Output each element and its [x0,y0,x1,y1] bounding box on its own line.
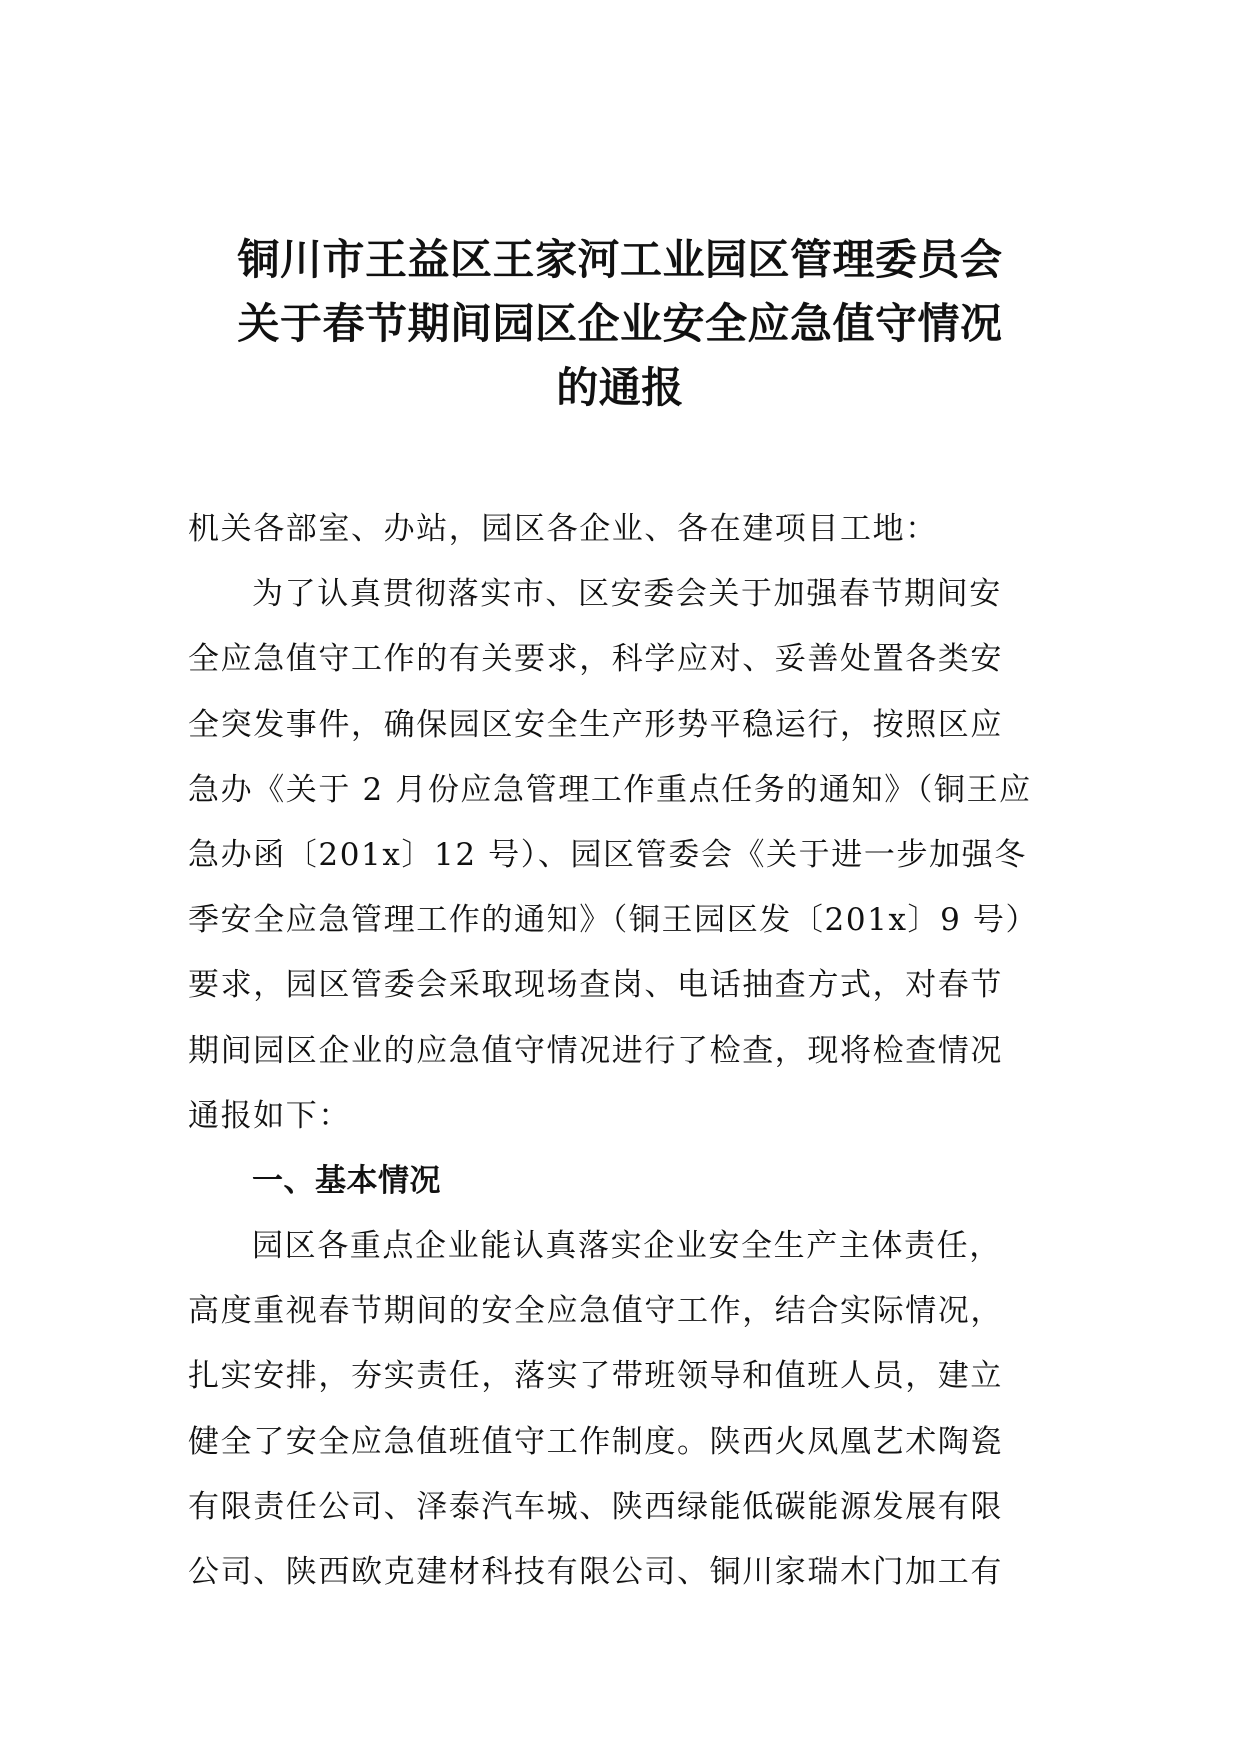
paragraph-line: 期间园区企业的应急值守情况进行了检查，现将检查情况 [188,1032,1003,1069]
title-line: 关于春节期间园区企业安全应急值守情况 [237,299,1003,348]
title-line: 铜川市王益区王家河工业园区管理委员会 [237,235,1003,284]
paragraph-line: 园区各重点企业能认真落实企业安全生产主体责任， [252,1228,1002,1265]
section-heading: 一、基本情况 [252,1162,441,1199]
paragraph-line: 通报如下： [188,1097,351,1134]
paragraph-line: 有限责任公司、泽泰汽车城、陕西绿能低碳能源发展有限 [188,1488,1003,1525]
document-title [150,228,1090,420]
paragraph-line: 全突发事件，确保园区安全生产形势平稳运行，按照区应 [188,706,1003,743]
document-body [188,497,1054,1605]
paragraph-line: 扎实安排，夯实责任，落实了带班领导和值班人员，建立 [188,1358,1003,1395]
paragraph-line: 急办函〔201x〕12 号）、园区管委会《关于进一步加强冬 [188,836,1027,873]
paragraph-line: 急办《关于 2 月份应急管理工作重点任务的通知》（铜王应 [188,771,1032,808]
paragraph-line: 季安全应急管理工作的通知》（铜王园区发〔201x〕9 号） [188,902,1039,939]
paragraph-line: 健全了安全应急值班值守工作制度。陕西火凤凰艺术陶瓷 [188,1423,1003,1460]
paragraph-line: 高度重视春节期间的安全应急值守工作，结合实际情况， [188,1293,1003,1330]
paragraph-line: 要求，园区管委会采取现场查岗、电话抽查方式，对春节 [188,967,1003,1004]
paragraph-line: 为了认真贯彻落实市、区安委会关于加强春节期间安 [252,576,1002,613]
paragraph-line: 全应急值守工作的有关要求，科学应对、妥善处置各类安 [188,641,1003,678]
title-line: 的通报 [556,363,684,412]
salutation: 机关各部室、办站，园区各企业、各在建项目工地： [188,511,938,547]
paragraph-line: 公司、陕西欧克建材科技有限公司、铜川家瑞木门加工有 [188,1554,1003,1590]
